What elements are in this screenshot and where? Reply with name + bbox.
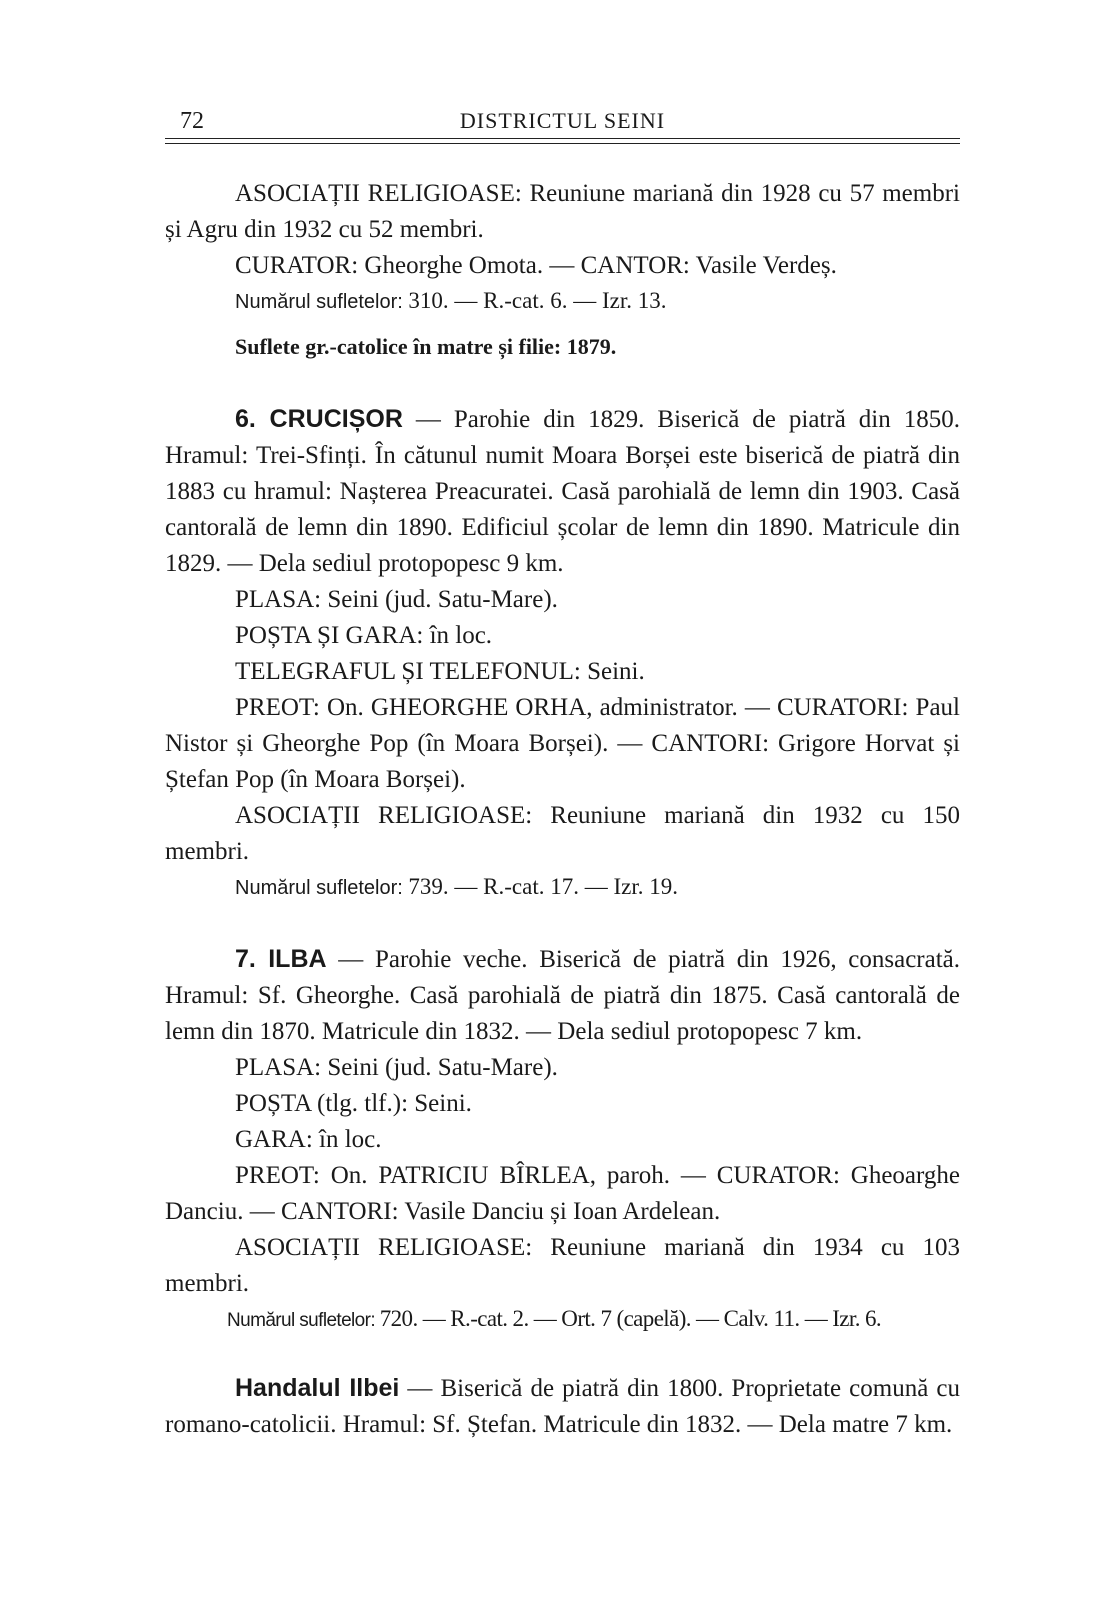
crucisor-preot: PREOT: On. GHEORGHE ORHA, administrator. — CURATORI: Paul Nistor și Gheorghe Pop (în Moara Borșei). — CANTORI: Grigore Horvat și Ștefan Pop (în Moara Borșei).	[165, 694, 960, 793]
ilba-stats-label: Numărul sufletelor:	[227, 1310, 376, 1331]
header-rule-bottom	[165, 143, 960, 144]
prev-asociatii: ASOCIAȚII RELIGIOASE: Reuniune mariană din 1928 cu 57 membri și Agru din 1932 cu 52 membri.	[165, 180, 960, 243]
crucisor-stats-label: Numărul sufletelor:	[235, 877, 403, 899]
ilba-stats	[165, 1302, 960, 1338]
crucisor-telegraf: TELEGRAFUL ȘI TELEFONUL: Seini.	[235, 658, 645, 685]
ilba-preot: PREOT: On. PATRICIU BÎRLEA, paroh. — CURATOR: Gheoarghe Danciu. — CANTORI: Vasile Danciu și Ioan Ardelean.	[165, 1162, 960, 1225]
crucisor-intro: — Parohie din 1829. Biserică de piatră din 1850. Hramul: Trei-Sfinți. În cătunul numit Moara Borșei este biserică de piatră din 1883 cu hramul: Nașterea Preacuratei. Casă parohială de lemn din 1903. Casă cantorală de lemn din 1890. Edificiul școlar de lemn din 1890. Matricule din 1829. — Dela sediul protopopesc 9 km.	[165, 406, 960, 577]
page-number: 72	[180, 108, 204, 134]
crucisor-heading: 6. CRUCIȘOR	[235, 405, 403, 433]
prev-stats	[165, 284, 960, 319]
header-rule-top	[165, 138, 960, 139]
ilba-posta: POȘTA (tlg. tlf.): Seini.	[235, 1090, 472, 1117]
crucisor-posta: POȘTA ȘI GARA: în loc.	[235, 622, 493, 649]
page-header	[165, 108, 960, 138]
ilba-gara: GARA: în loc.	[235, 1126, 382, 1153]
entry-ilba	[165, 941, 960, 1050]
handalul-intro: — Biserică de piatră din 1800. Proprietate comună cu romano-catolicii. Hramul: Sf. Ștefan. Matricule din 1832. — Dela matre 7 km.	[165, 1375, 960, 1438]
prev-summary: Suflete gr.-catolice în matre și filie: 1879.	[235, 334, 617, 359]
ilba-plasa: PLASA: Seini (jud. Satu-Mare).	[235, 1054, 558, 1081]
running-title: DISTRICTUL SEINI	[459, 108, 666, 133]
crucisor-plasa: PLASA: Seini (jud. Satu-Mare).	[235, 586, 558, 613]
ilba-intro: — Parohie veche. Biserică de piatră din 1926, consacrată. Hramul: Sf. Gheorghe. Casă parohială de piatră din 1875. Casă cantorală de lemn din 1870. Matricule din 1832. — Dela sediul protopopesc 7 km.	[165, 946, 960, 1045]
crucisor-stats-value: 739. — R.-cat. 17. — Izr. 19.	[408, 874, 678, 899]
prev-stats-label: Numărul sufletelor:	[235, 291, 403, 313]
crucisor-stats	[165, 870, 960, 905]
ilba-stats-value: 720. — R.-cat. 2. — Ort. 7 (capelă). — Calv. 11. — Izr. 6.	[379, 1306, 882, 1331]
ilba-asociatii: ASOCIAȚII RELIGIOASE: Reuniune mariană din 1934 cu 103 membri.	[165, 1234, 960, 1297]
entry-handalul	[165, 1370, 960, 1443]
ilba-heading: 7. ILBA	[235, 945, 327, 973]
page-body	[165, 176, 960, 1443]
prev-stats-value: 310. — R.-cat. 6. — Izr. 13.	[408, 288, 667, 313]
entry-crucisor	[165, 401, 960, 582]
prev-curator: CURATOR: Gheorghe Omota. — CANTOR: Vasile Verdeș.	[235, 252, 837, 279]
crucisor-asociatii: ASOCIAȚII RELIGIOASE: Reuniune mariană din 1932 cu 150 membri.	[165, 802, 960, 865]
handalul-heading: Handalul Ilbei	[235, 1374, 400, 1402]
